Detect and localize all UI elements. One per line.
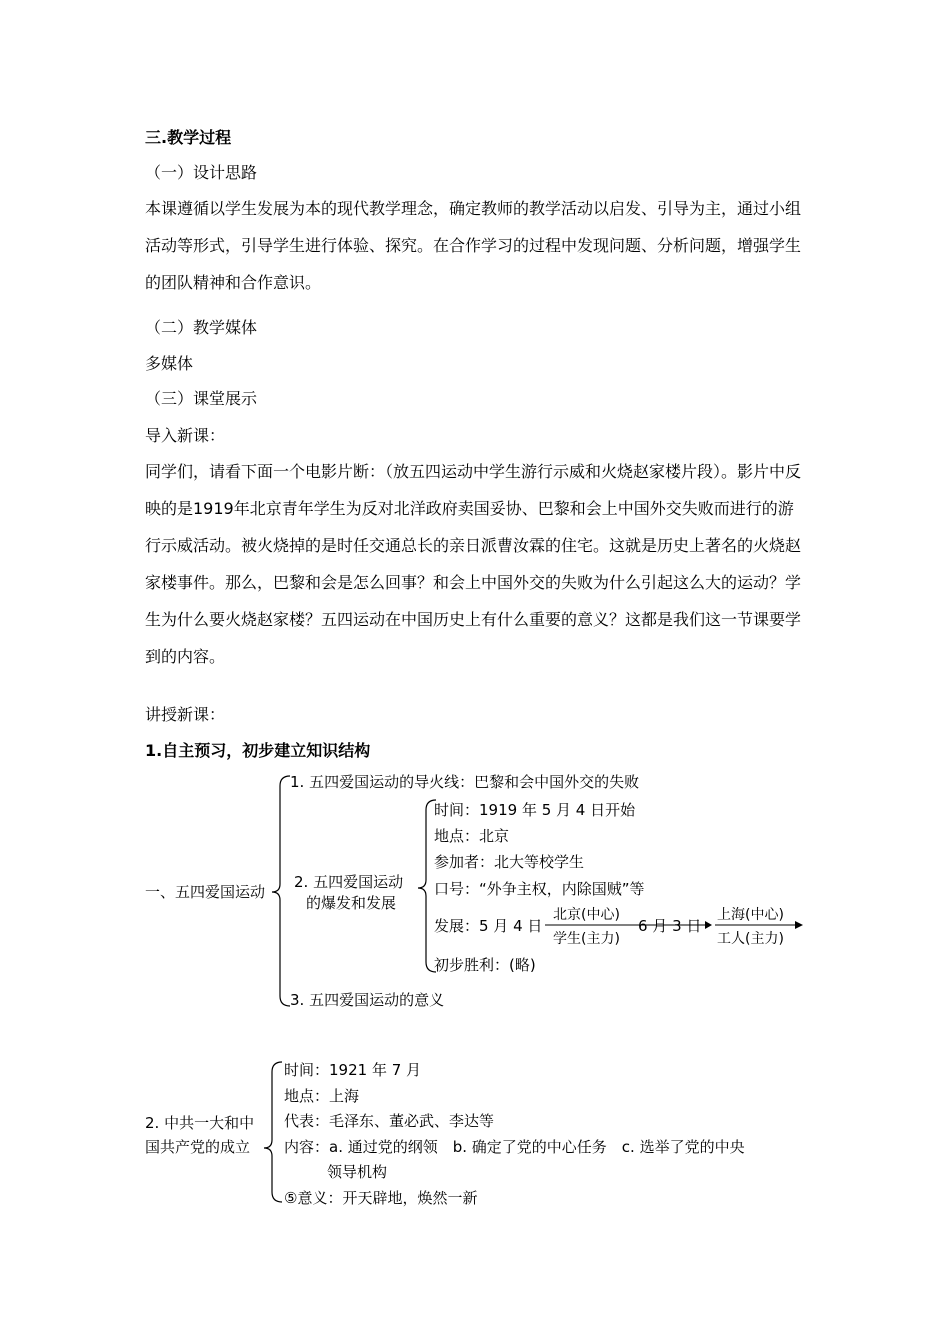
step1-heading: 1.自主预习，初步建立知识结构 [145, 741, 371, 760]
diagram1-root: 一、五四爱国运动 [145, 883, 266, 901]
arrowhead-1 [705, 921, 712, 929]
diagram2-root-line1: 2. 中共一大和中 [145, 1114, 255, 1132]
diagram1-item3: 3. 五四爱国运动的意义 [290, 991, 445, 1009]
subheading-media: （二）教学媒体 [145, 318, 258, 337]
diagram2-root-line2: 国共产党的成立 [145, 1138, 251, 1156]
diagram1-victory: 初步胜利：(略) [434, 956, 536, 974]
diagram2-time: 时间：1921 年 7 月 [284, 1061, 422, 1079]
diagram1-dev-prefix: 发展：5 月 4 日 [434, 917, 543, 935]
diagram2-content-cont: 领导机构 [327, 1163, 388, 1181]
subheading-display: （三）课堂展示 [145, 389, 258, 408]
diagram1-dev-mid: 6 月 3 日 [638, 917, 702, 935]
diagram2-place: 地点：上海 [284, 1087, 360, 1105]
lecture-label: 讲授新课： [145, 705, 226, 724]
diagram1-slogan: 口号：“外争主权，内除国贼”等 [434, 880, 645, 898]
diagram1-dev-top2: 上海(中心) [717, 907, 784, 923]
diagram1-item1: 1. 五四爱国运动的导火线：巴黎和会中国外交的失败 [290, 773, 640, 791]
diagram1-participants: 参加者：北大等校学生 [434, 853, 585, 871]
intro-paragraph: 同学们，请看下面一个电影片断：（放五四运动中学生游行示威和火烧赵家楼片段）。影片中反映的是1919年北京青年学生为反对北洋政府卖国妥协、巴黎和会上中国外交失败而进行的游行示威活动。被火烧掉的是时任交通总长的亲日派曹汝霖的住宅。这就是历史上著名的火烧赵家楼事件。那么，巴黎和会是怎么回事？和会上中国外交的失败为什么引起这么大的运动？学生为什么要火烧赵家楼？五四运动在中国历史上有什么重要的意义？这都是我们这一节课要学到的内容。 [145, 462, 802, 666]
brace-main [272, 776, 290, 1006]
diagram1-item2-line2: 的爆发和发展 [306, 894, 397, 912]
design-paragraph: 本课遵循以学生发展为本的现代教学理念，确定教师的教学活动以启发、引导为主，通过小组活动等形式，引导学生进行体验、探究。在合作学习的过程中发现问题、分析问题，增强学生的团队精神和合作意识。 [145, 199, 802, 292]
diagram1-place: 地点：北京 [434, 827, 510, 845]
subheading-design: （一）设计思路 [145, 163, 258, 182]
arrowhead-2 [795, 921, 803, 929]
diagram2-meaning: ⑤意义：开天辟地，焕然一新 [284, 1189, 478, 1207]
media-text: 多媒体 [145, 354, 194, 373]
diagram1-dev-bottom2: 工人(主力) [717, 931, 784, 947]
diagram1-dev-top1: 北京(中心) [553, 907, 620, 923]
diagram1-time: 时间：1919 年 5 月 4 日开始 [434, 801, 636, 819]
intro-label: 导入新课： [145, 426, 226, 445]
diagram1-item2-line1: 2. 五四爱国运动 [294, 873, 404, 891]
diagram2-delegates: 代表：毛泽东、董必武、李达等 [284, 1112, 495, 1130]
diagram2-content: 内容：a. 通过党的纲领 b. 确定了党的中心任务 c. 选举了党的中央 [284, 1138, 745, 1156]
brace-diagram2 [264, 1062, 282, 1202]
section-heading: 三.教学过程 [145, 128, 232, 147]
diagram1-dev-bottom1: 学生(主力) [553, 931, 620, 947]
